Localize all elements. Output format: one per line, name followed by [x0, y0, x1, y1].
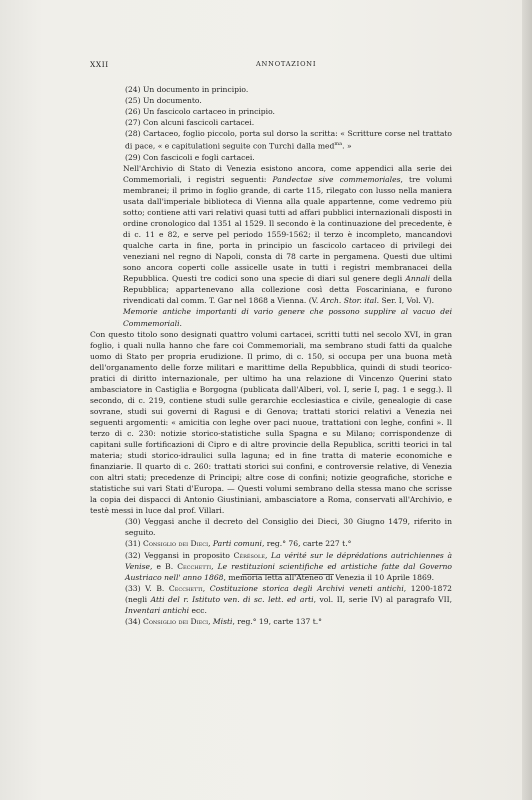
note-32-author: Cérésole: [233, 550, 265, 560]
note-31-author: Consiglio dei Dieci: [143, 539, 209, 549]
note-32-number: (32) Veggansi in proposito: [125, 550, 234, 560]
note-28-end: . »: [342, 141, 352, 151]
note-26: (26) Un fascicolo cartaceo in principio.: [125, 107, 275, 117]
note-32-title-2: Le restituzioni scientifiche ed artistiche fatte dal Governo Austriaco nell' anno 1868: [125, 561, 452, 582]
note-32: [90, 550, 452, 583]
note-33-sep: ,: [202, 583, 210, 593]
note-32-sep: ,: [265, 550, 272, 560]
page-gutter-shadow: [522, 0, 532, 800]
note-27: (27) Con alcuni fascicoli cartacei.: [125, 118, 255, 128]
note-33-end: ecc.: [189, 605, 207, 615]
note-28: [90, 128, 452, 152]
note-28-superscript: ma: [334, 141, 343, 148]
running-title: ANNOTAZIONI: [256, 60, 317, 68]
note-32-title: La vérité sur le déprédations autrichiennes à Venise: [125, 550, 452, 571]
note-33-journal: Atti del r. Istituto ven. di sc. lett. ed arti: [150, 594, 314, 604]
note-28-line2: « e capitulationi seguite con Turchi dalla med: [157, 141, 335, 151]
note-34-title: Misti: [212, 616, 233, 626]
note-31: [90, 538, 452, 549]
paragraph-pandectae-text-c: della Repubblica; appartenevano alla collezione così detta Foscariniana, e furono rivendicati dal comm. T. Gar nel 1868 a Vienna. (V.: [123, 274, 452, 306]
paragraph-pandectae-archivio-ref: Arch. Stor. ital.: [320, 296, 380, 306]
note-32-author-2: B. Cecchetti: [165, 561, 212, 571]
paragraph-pandectae-annali: Annali: [405, 274, 431, 284]
page-body: [90, 84, 452, 627]
note-30: (30) Veggasi anche il decreto del Consiglio dei Dieci, 30 Giugno 1479, riferito in seguito.: [125, 517, 452, 538]
note-33-mid-2: , vol. II, serie IV) al paragrafo VII,: [313, 594, 453, 604]
note-32-sep-2: ,: [211, 561, 218, 571]
note-31-title: Parti comuni: [212, 539, 262, 549]
note-25: (25) Un documento.: [125, 96, 202, 106]
note-34: [90, 616, 452, 627]
note-34-sep: ,: [208, 616, 213, 626]
paragraph-memorie-heading: Memorie antiche importanti di vario genere che possono supplire al vacuo dei Commemoriali.: [123, 307, 452, 328]
note-34-rest: , reg.° 19, carte 137 t.°: [232, 616, 322, 626]
page-number: XXII: [90, 60, 109, 69]
note-31-sep: ,: [208, 539, 213, 549]
note-33-mid: , 1200-1872 (negli: [125, 583, 452, 604]
paragraph-memorie-body: Con questo titolo sono designati quattro volumi cartacei, scritti tutti nel secolo XVI, in gran foglio, i quali nulla hanno che fare coi Commemoriali, ma sembrano studi fatti da qualche uomo di Stato per propria erudizione. Il primo, di c. 150, si occupa per una buona metà dell'organamento delle forze militari e marittime della Repubblica, quindi di studi teorico-pratici di diritto internazionale, per ultimo ha una relazione di Vincenzo Querini stato ambasciatore in Castiglia e Borgogna (publicata dall'Alberi, vol. I, serie I, pag. 1 e segg.). Il secondo, di c. 219, contiene studi sulle gerarchie ecclesiastica e civile, genealogie di case sovrane, studi sui governi di Ragusi e di Genova; trattati storici relativi a Venezia nei seguenti argomenti: « amicitia con leghe over paci nuoue, trattationi con leghe, confini ». Il terzo di c. 230: notizie storico-statistiche sulla Spagna e su Milano; corrispondenze di capitani sulle fortificazioni di Cipro e di altre provincie della Republica, scritti teorici in tal materia; studi storico-idraulici sulla laguna; ed in fine tratta di materie economiche e finanziarie. Il quarto di c. 260: trattati storici sui confini, e controversie relative, di Venezia con altri stati; precedenze di Principi; altre cose di confini; notizie geografiche, storiche e statistiche sui vari Stati d'Europa. — Questi volumi sembrano della stessa mano che scrisse la copia dei dispacci di Antonio Giustiniani, ambasciatore a Roma, conservati all'Archivio, e testè messi in luce dal prof. Villari.: [90, 329, 452, 516]
note-29: (29) Con fascicoli e fogli cartacei.: [125, 152, 255, 162]
end-rule-divider: [242, 574, 334, 575]
note-28-line1: (28) Cartaceo, foglio piccolo, porta sul dorso la scritta: « Scritture corse nel trattato di pace,: [125, 129, 452, 151]
note-33-author: B. Cecchetti: [156, 583, 203, 593]
note-34-number: (34): [125, 616, 144, 626]
note-31-rest: , reg.° 76, carte 227 t.°: [261, 539, 352, 549]
page-header: [90, 60, 452, 72]
note-33-title: Costituzione storica degli Archivi veneti antichi: [209, 583, 404, 593]
paragraph-pandectae: [90, 163, 452, 307]
note-32-end: , memoria letta all'Ateneo di Venezia il 10 Aprile 1869.: [223, 572, 435, 582]
note-34-author: Consiglio dei Dieci: [143, 616, 209, 626]
paragraph-pandectae-text-b: , tre volumi membranei; il primo in foglio grande, di carte 115, rilegato con lusso nella maniera usata dall'imperiale biblioteca di Vienna alla quale appartenne, come vedremo più sotto; contiene atti vari relativi quasi tutti ad affari pubblici internazionali disposti in ordine cronologico dal 1351 al 1529. Il secondo è la continuazione del precedente, è di c. 11 e 82, e serve pel periodo 1559-1562; il terzo è incompleto, mancandovi qualche carta in fine, porta in principio un fascicolo cartaceo di privilegi dei veneziani nel regno di Napoli, consta di 78 carte in pergamena. Questi due ultimi sono ancora coperti colle assicelle usate in tutti i registri membranacei della Repubblica. Questi tre codici sono una specie di diari sul genere degli: [123, 174, 453, 284]
paragraph-pandectae-title: Pandectae sive commemoriales: [272, 174, 401, 184]
note-31-number: (31): [125, 539, 144, 549]
note-32-mid: , e: [150, 561, 166, 571]
note-33-number: (33) V.: [125, 583, 157, 593]
note-33: [90, 583, 452, 616]
note-24: (24) Un documento in principio.: [125, 85, 249, 94]
paragraph-pandectae-text-d: Ser. I, Vol. V).: [379, 296, 435, 306]
paragraph-pandectae-text-a: Nell'Archivio di Stato di Venezia esistono ancora, come appendici alla serie dei Commemoriali, i registri seguenti:: [123, 163, 452, 184]
note-33-section: Inventari antichi: [125, 605, 190, 615]
